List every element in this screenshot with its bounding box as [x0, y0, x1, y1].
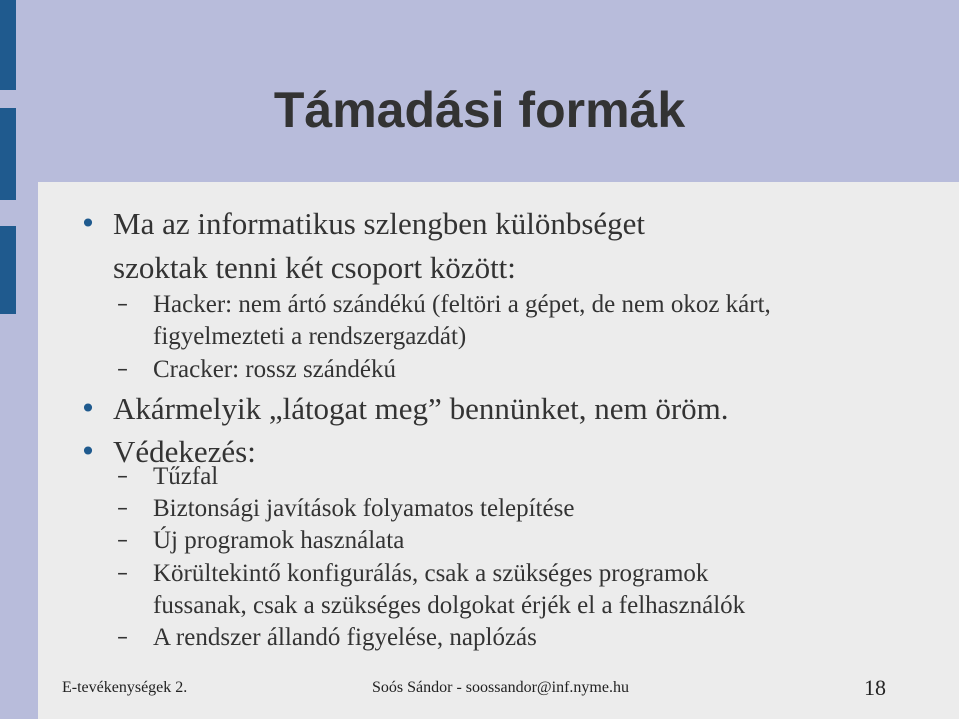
sub-bullet-item: [153, 590, 745, 622]
sub-bullet-item: [117, 354, 396, 386]
sub-bullet-item: [117, 289, 771, 321]
dash-icon: –: [117, 292, 128, 317]
bullet-item: [113, 246, 516, 290]
sub-bullet-item: [117, 525, 405, 557]
bullet-text: Cracker: rossz szándékú: [153, 356, 396, 383]
sub-bullet-item: [117, 622, 537, 654]
dash-icon: –: [117, 528, 128, 553]
dash-icon: –: [117, 357, 128, 382]
dash-icon: –: [117, 561, 128, 586]
bullet-text: figyelmezteti a rendszergazdát): [153, 323, 467, 350]
bullet-icon: •: [79, 207, 97, 240]
bullet-text: Ma az informatikus szlengben különbséget: [113, 206, 646, 241]
bullet-text: szoktak tenni két csoport között:: [113, 250, 516, 285]
dash-icon: –: [117, 496, 128, 521]
content-panel: [38, 182, 959, 719]
bullet-icon: •: [79, 435, 97, 468]
bullet-text: Biztonsági javítások folyamatos telepítése: [153, 495, 575, 522]
bullet-text: fussanak, csak a szükséges dolgokat érjék el a felhasználók: [153, 592, 746, 619]
sub-bullet-item: [117, 461, 219, 493]
dash-icon: –: [117, 625, 128, 650]
bullet-icon: •: [79, 392, 97, 425]
footer-course: E-tevékenységek 2.: [62, 679, 188, 696]
accent-bar-bottom: [0, 226, 16, 314]
sub-bullet-item: [153, 321, 466, 353]
bullet-text: Új programok használata: [153, 527, 405, 554]
bullet-text: A rendszer állandó figyelése, naplózás: [153, 624, 537, 651]
sub-bullet-item: [117, 493, 575, 525]
footer-author: Soós Sándor - soossandor@inf.nyme.hu: [372, 679, 629, 696]
bullet-text: Védekezés:: [113, 434, 256, 469]
page-number: 18: [864, 675, 886, 700]
bullet-text: Körültekintő konfigurálás, csak a szükséges programok: [153, 560, 709, 587]
bullet-item: [79, 387, 729, 431]
sub-bullet-item: [117, 558, 709, 590]
accent-bar-top: [0, 0, 16, 90]
bullet-text: Tűzfal: [153, 463, 219, 490]
slide-title: Támadási formák: [273, 82, 686, 138]
bullet-text: Akármelyik „látogat meg” bennünket, nem öröm.: [113, 391, 729, 426]
bullet-text: Hacker: nem ártó szándékú (feltöri a gépet, de nem okoz kárt,: [153, 291, 771, 318]
bullet-item: [79, 202, 646, 246]
dash-icon: –: [117, 464, 128, 489]
